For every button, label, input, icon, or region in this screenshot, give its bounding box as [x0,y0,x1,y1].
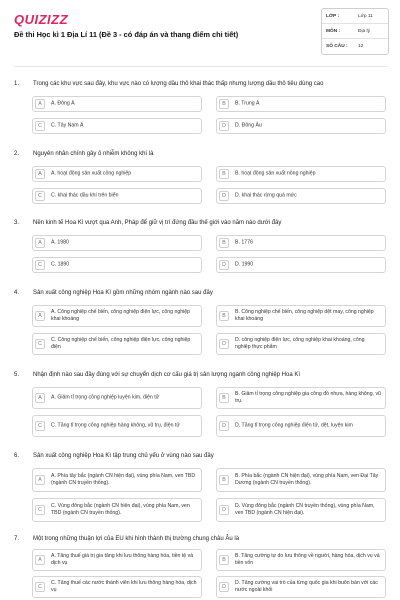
option-text: B. Phía bắc (ngành CN hiện đại), vùng phía Nam, ven Đại Tây Dương (ngành CN truyền thống). [235,473,379,486]
option-text: A. Giảm tỉ trọng công nghiệp luyện kim, điện tử [51,394,160,401]
option-b[interactable] [216,468,386,492]
option-c[interactable] [32,257,202,273]
option-b[interactable] [216,96,386,112]
option-letter: B [219,99,229,109]
option-letter: C [35,421,45,431]
question-number: 5. [14,372,20,378]
option-text: A. Phía tây bắc (ngành CN hiện đại), vùng phía Nam, ven TBD (ngành CN truyền thống). [51,473,196,486]
option-text: A. Tăng thuế giá trị gia tăng khi lưu thông hàng hóa, tiền tệ và dịch vụ [51,553,194,566]
option-text: D. công nghiệp điện lực, công nghiệp khai khoáng, công nghiệp thực phẩm [235,337,365,350]
option-letter: D [219,339,229,349]
question-number: 6. [14,453,20,459]
option-c[interactable] [32,118,202,134]
quizizz-logo[interactable]: QUIZIZZ [14,12,69,27]
option-letter: C [35,191,45,201]
question-text: Nhận định nào sau đây đúng với sự chuyển dịch cơ cấu giá trị sản lượng ngành công nghiệp Hoa Kì [33,372,301,378]
question-text: Nguyên nhân chính gây ô nhiễm không khí là [33,151,154,157]
option-letter: C [35,582,45,592]
option-a[interactable] [32,166,202,182]
option-text: C. Vùng đông bắc (ngành CN hiện đại), vùng phía Nam, ven TBD (ngành CN truyền thống). [51,503,190,516]
option-letter: C [35,505,45,515]
question-text: Sản xuất công nghiệp Hoa Kì gồm những nhóm ngành nào sau đây [33,290,213,296]
question-number: 3. [14,220,20,226]
option-d[interactable] [216,333,386,355]
question-text: Sản xuất công nghiệp Hoa Kì tập trung chủ yếu ở vùng nào sau đây [33,453,214,459]
option-letter: B [219,238,229,248]
option-letter: B [219,555,229,565]
meta-label: LỚP : [326,13,340,19]
option-d[interactable] [216,415,386,437]
meta-row-count [322,39,388,54]
option-a[interactable] [32,549,202,571]
option-text: B. Giảm tỉ trọng công nghiệp gia công đồ nhựa, hàng không, vũ trụ. [235,391,381,404]
meta-value: 12 [358,44,364,49]
page-header [0,0,400,70]
option-letter: B [219,393,229,403]
question-5 [14,371,387,379]
question-number: 2. [14,151,20,157]
option-letter: B [219,311,229,321]
option-letter: A [35,99,45,109]
option-b[interactable] [216,235,386,251]
option-c[interactable] [32,333,202,355]
page-title: Đề thi Học kì 1 Địa Lí 11 (Đề 3 - có đáp án và thang điểm chi tiết) [14,30,239,39]
option-text: B. Tăng cường tự do lưu thông về người, hàng hóa, dịch vụ và tiền vốn [235,553,380,566]
option-b[interactable] [216,387,386,409]
option-text: D. Tăng cường vai trò của từng quốc gia khi buôn bán với các nước ngoài khối [235,580,378,593]
option-letter: C [35,121,45,131]
option-text: D. Tăng tỉ trọng công nghiệp điện tử, dệt, luyện kim [235,422,353,429]
option-text: C. Tăng tỉ trọng công nghiệp hàng không, vũ trụ, điện tử [51,422,180,429]
option-text: A. 1980 [51,239,69,246]
question-number: 7. [14,536,20,542]
option-text: B. Trung Á [235,100,260,107]
option-a[interactable] [32,387,202,409]
option-text: B. hoạt động sản xuất nông nghiệp [235,170,316,177]
question-2 [14,150,387,158]
option-d[interactable] [216,498,386,522]
option-a[interactable] [32,468,202,492]
question-7 [14,535,387,543]
question-number: 1. [14,81,20,87]
option-text: A. Đông Á [51,100,75,107]
question-4 [14,289,387,297]
option-letter: A [35,311,45,321]
option-text: B. Công nghiệp chế biến, công nghiệp dệt may, công nghiệp khai khoáng [235,309,374,322]
option-letter: A [35,169,45,179]
option-text: B. 1776 [235,239,253,246]
option-letter: A [35,238,45,248]
option-text: C. Công nghiệp chế biến, công nghiệp điện lực, công nghiệp điện [51,337,191,350]
option-c[interactable] [32,576,202,598]
option-a[interactable] [32,305,202,327]
question-text: Trong các khu vực sau đây, khu vực nào có lượng dầu thô khai thác thấp nhưng lượng dầu thô tiêu dùng cao [33,81,324,87]
option-letter: A [35,555,45,565]
option-letter: D [219,505,229,515]
option-c[interactable] [32,188,202,204]
question-1 [14,80,387,88]
meta-box [321,8,389,55]
option-letter: C [35,339,45,349]
meta-value: Địa lý [358,28,370,34]
question-6 [14,452,387,460]
option-letter: D [219,191,229,201]
header-divider [14,66,387,67]
option-letter: D [219,121,229,131]
option-text: C. 1890 [51,261,70,268]
question-3 [14,219,387,227]
meta-row-subject [322,24,388,39]
option-text: C. Tây Nam Á [51,122,84,129]
option-d[interactable] [216,118,386,134]
option-c[interactable] [32,498,202,522]
meta-label: SỐ CÂU : [326,44,348,49]
option-a[interactable] [32,96,202,112]
option-letter: D [219,421,229,431]
option-letter: C [35,260,45,270]
option-letter: D [219,260,229,270]
option-b[interactable] [216,549,386,571]
option-letter: B [219,169,229,179]
option-c[interactable] [32,415,202,437]
option-a[interactable] [32,235,202,251]
option-d[interactable] [216,188,386,204]
meta-label: MÔN : [326,28,341,34]
option-text: A. Công nghiệp chế biến, công nghiệp điện lực, công nghiệp khai khoáng [51,309,191,322]
option-text: A. hoạt động sản xuất công nghiệp [51,170,132,177]
option-text: D. 1990 [235,261,254,268]
option-text: C. khai thác dầu khí trên biển [51,192,119,199]
option-letter: A [35,475,45,485]
option-letter: A [35,393,45,403]
option-text: D. Vùng đông bắc (ngành CN truyền thống), vùng phía Nam, ven TBD (ngành CN hiện đại). [235,503,375,516]
option-b[interactable] [216,166,386,182]
meta-row-class [322,9,388,24]
option-text: D. Đông Âu [235,122,262,129]
question-number: 4. [14,290,20,296]
option-text: D. khai thác rừng quá mức [235,192,297,199]
option-letter: D [219,582,229,592]
option-b[interactable] [216,305,386,327]
question-text: Nền kinh tế Hoa Kì vượt qua Anh, Pháp để giữ vị trí đứng đầu thế giới vào năm nào dưới đây [33,220,282,226]
option-text: C. Tăng thuế các nước thành viên khi lưu thông hàng hóa, dịch vụ [51,580,197,593]
meta-value: Lớp 11 [358,13,373,19]
option-d[interactable] [216,576,386,598]
question-text: Một trong những thuận lợi của EU khi hình thành thị trường chung châu Âu là [33,536,240,542]
option-letter: B [219,475,229,485]
option-d[interactable] [216,257,386,273]
